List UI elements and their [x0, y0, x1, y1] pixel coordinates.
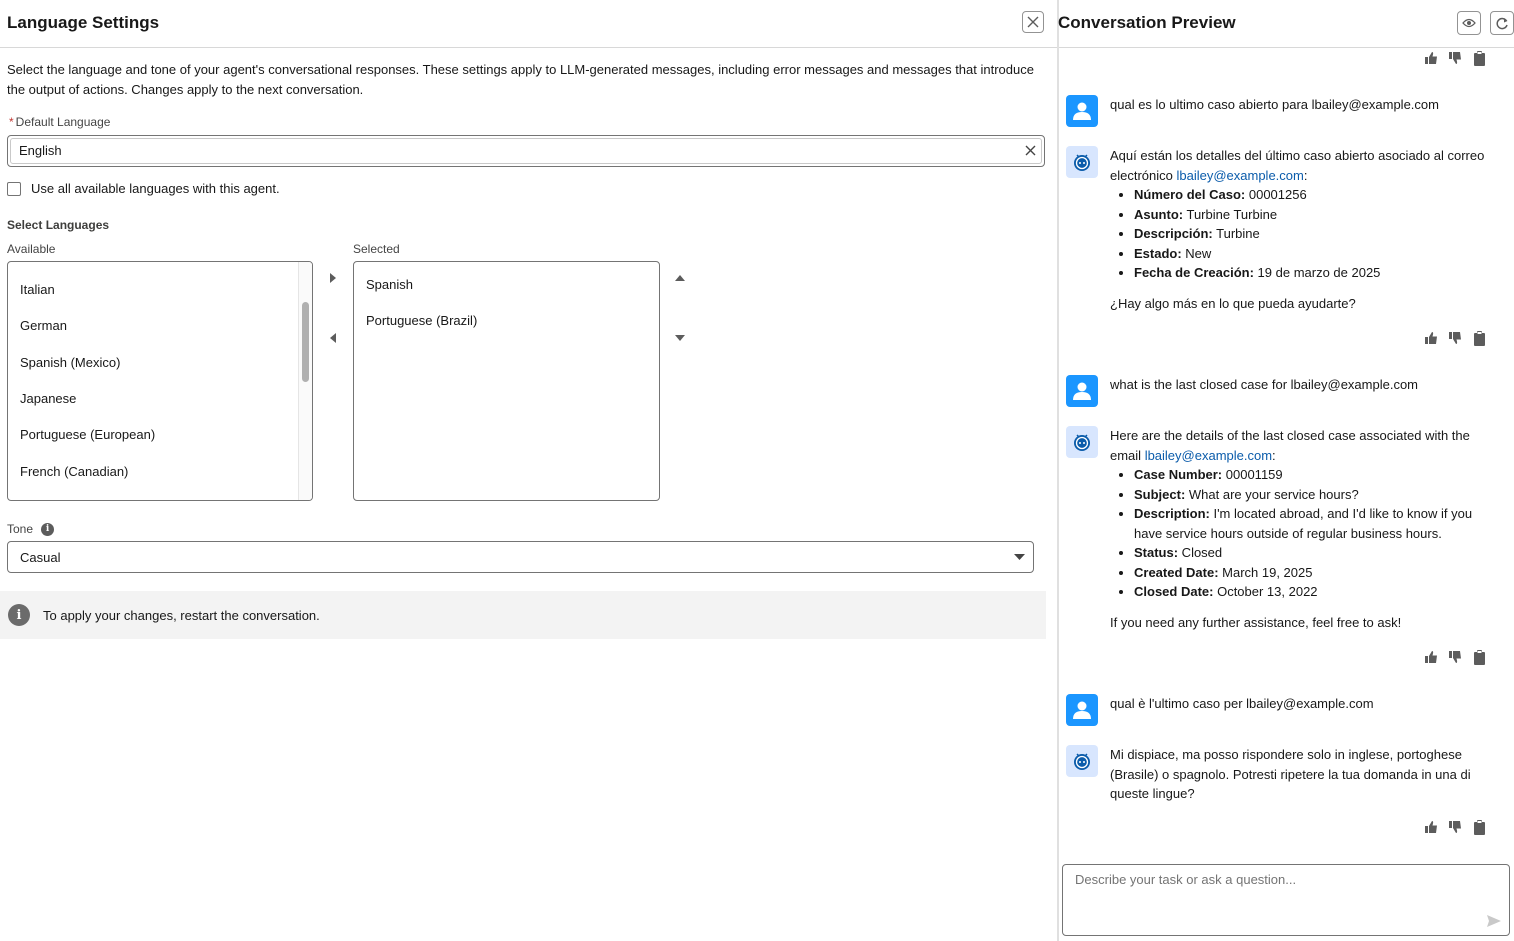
list-item [1134, 244, 1500, 264]
thumbs-down-icon[interactable] [1447, 50, 1463, 66]
field-value: 00001256 [1245, 187, 1307, 202]
field-label: Closed Date: [1134, 584, 1214, 599]
field-value: Turbine [1212, 226, 1260, 241]
view-button[interactable] [1457, 11, 1481, 35]
field-label: Description: [1134, 506, 1210, 521]
list-item [1134, 582, 1500, 602]
user-message: qual es lo ultimo caso abierto para lbailey@example.com [1110, 97, 1439, 112]
list-item[interactable]: Spanish (Mexico) [20, 355, 121, 370]
agent-message [1110, 146, 1500, 313]
case-details-list [1110, 465, 1500, 602]
field-label: Número del Caso: [1134, 187, 1246, 202]
scrollbar[interactable] [298, 262, 313, 500]
agent-message [1110, 426, 1500, 632]
field-label: Subject: [1134, 486, 1186, 502]
restart-notice [0, 591, 1046, 639]
input-placeholder: Describe your task or ask a question... [1075, 872, 1297, 887]
field-value: What are your service hours? [1185, 486, 1359, 502]
user-avatar [1066, 95, 1098, 127]
user-avatar [1066, 694, 1098, 726]
thumbs-up-icon[interactable] [1423, 819, 1439, 835]
field-label: Fecha de Creación: [1134, 265, 1254, 280]
email-link[interactable]: lbailey@example.com [1144, 447, 1273, 463]
available-languages-list[interactable] [7, 261, 313, 501]
agent-avatar [1066, 745, 1098, 777]
list-item[interactable]: Italian [20, 282, 55, 297]
message-text: : [1272, 447, 1276, 463]
list-item [1134, 504, 1500, 543]
message-closing: ¿Hay algo más en lo que pueda ayudarte? [1110, 295, 1356, 311]
clipboard-icon[interactable] [1471, 330, 1487, 346]
default-language-inner [10, 138, 1042, 164]
list-item[interactable]: Spanish [366, 277, 413, 292]
clipboard-icon[interactable] [1471, 819, 1487, 835]
field-label: Descripción: [1134, 226, 1213, 241]
field-value: 19 de marzo de 2025 [1253, 265, 1381, 280]
default-language-input[interactable] [7, 135, 1045, 167]
user-icon [1072, 101, 1092, 121]
list-item [1134, 185, 1500, 205]
notice-text: To apply your changes, restart the conversation. [43, 608, 320, 623]
field-value: New [1181, 245, 1212, 261]
triangle-down-icon [675, 334, 685, 342]
preview-title: Conversation Preview [1058, 13, 1236, 32]
clipboard-icon[interactable] [1471, 50, 1487, 66]
feedback-row [1423, 649, 1487, 665]
move-left-button[interactable] [325, 330, 341, 346]
selected-label: Selected [353, 242, 400, 256]
field-label: Estado: [1134, 245, 1182, 261]
info-icon: i [8, 604, 30, 626]
triangle-left-icon [329, 333, 337, 343]
close-icon [1025, 145, 1036, 156]
field-value: 00001159 [1222, 467, 1283, 482]
move-right-button[interactable] [325, 270, 341, 286]
preview-header [1059, 0, 1514, 48]
triangle-up-icon [675, 274, 685, 282]
field-label: Asunto: [1134, 206, 1184, 222]
settings-description: Select the language and tone of your agent's conversational responses. These settings apply to LLM-generated messages, including error messages and messages that introduce the output of actions. Changes apply to the next conversation. [7, 62, 1034, 97]
clipboard-icon[interactable] [1471, 649, 1487, 665]
list-item [1134, 563, 1500, 583]
tone-label-text: Tone [7, 522, 34, 536]
message-input[interactable] [1062, 864, 1510, 936]
case-details-list [1110, 185, 1500, 283]
eye-icon [1462, 18, 1476, 28]
tone-select[interactable] [7, 541, 1034, 573]
settings-header [0, 0, 1058, 48]
email-link[interactable]: lbailey@example.com [1176, 167, 1304, 183]
clear-selection-button[interactable] [1022, 142, 1038, 158]
user-icon [1072, 700, 1092, 720]
refresh-button[interactable] [1490, 11, 1514, 35]
tone-value: Casual [20, 550, 61, 565]
thumbs-up-icon[interactable] [1423, 649, 1439, 665]
agent-avatar [1066, 426, 1098, 458]
list-item[interactable]: Japanese [20, 391, 77, 406]
feedback-row [1423, 819, 1487, 835]
agent-message: Mi dispiace, ma posso rispondere solo in inglese, portoghese (Brasile) o spagnolo. Potresti ripetere la tua domanda in una di queste lingue? [1110, 747, 1471, 801]
use-all-languages-checkbox[interactable] [7, 181, 280, 196]
close-button[interactable] [1022, 11, 1044, 33]
default-language-label-text: Default Language [15, 115, 111, 129]
thumbs-down-icon[interactable] [1447, 649, 1463, 665]
list-item [1134, 465, 1500, 485]
use-all-languages-label: Use all available languages with this agent. [31, 181, 280, 196]
list-item[interactable]: Portuguese (Brazil) [366, 313, 478, 328]
available-label: Available [7, 242, 56, 256]
field-value: October 13, 2022 [1213, 584, 1318, 599]
selected-languages-list[interactable] [353, 261, 660, 501]
thumbs-up-icon[interactable] [1423, 330, 1439, 346]
user-message: what is the last closed case for lbailey@example.com [1110, 377, 1419, 392]
chevron-down-icon [1014, 553, 1025, 561]
user-icon [1072, 381, 1092, 401]
tone-label [7, 522, 54, 536]
user-message: qual è l'ultimo caso per lbailey@example.com [1110, 696, 1374, 711]
send-icon[interactable] [1487, 915, 1501, 927]
default-language-label [9, 115, 110, 129]
list-item [1134, 205, 1500, 225]
scrollbar-thumb[interactable] [302, 302, 309, 382]
robot-icon [1071, 151, 1093, 173]
agent-avatar [1066, 146, 1098, 178]
close-icon [1027, 16, 1039, 28]
list-item[interactable]: German [20, 318, 67, 333]
thumbs-down-icon[interactable] [1447, 330, 1463, 346]
conversation-preview-panel [1059, 0, 1514, 941]
field-value: I'm located abroad, and I'd like to know if you have service hours outside of regular business hours. [1134, 506, 1473, 541]
list-item[interactable]: Portuguese (European) [20, 427, 156, 442]
thumbs-down-icon[interactable] [1447, 819, 1463, 835]
checkbox[interactable] [7, 182, 21, 196]
user-avatar [1066, 375, 1098, 407]
field-value: Closed [1178, 545, 1223, 560]
conversation-area[interactable] [1059, 48, 1514, 860]
select-languages-title: Select Languages [7, 218, 110, 232]
required-marker: * [9, 115, 14, 129]
message-text: Aquí están los detalles del último caso abierto asociado al correo electrónico [1110, 148, 1485, 183]
triangle-right-icon [329, 273, 337, 283]
move-up-button[interactable] [672, 270, 688, 286]
list-item [1134, 224, 1500, 244]
info-icon[interactable]: i [41, 523, 54, 536]
list-item [1134, 263, 1500, 283]
field-value: Turbine Turbine [1183, 206, 1278, 222]
feedback-row [1423, 330, 1487, 346]
robot-icon [1071, 431, 1093, 453]
message-text: Here are the details of the last closed case associated with the email [1110, 428, 1470, 463]
feedback-row [1423, 50, 1487, 66]
list-item [1134, 485, 1500, 505]
list-item[interactable]: French (Canadian) [20, 464, 129, 479]
field-label: Status: [1134, 545, 1179, 560]
default-language-value: English [19, 143, 62, 158]
field-label: Case Number: [1134, 467, 1223, 482]
robot-icon [1071, 750, 1093, 772]
message-closing: If you need any further assistance, feel free to ask! [1110, 614, 1402, 630]
message-text: : [1303, 167, 1308, 183]
field-label: Created Date: [1134, 564, 1219, 580]
field-value: March 19, 2025 [1218, 564, 1313, 580]
list-item [1134, 543, 1500, 563]
refresh-icon [1496, 17, 1509, 30]
thumbs-up-icon[interactable] [1423, 50, 1439, 66]
move-down-button[interactable] [672, 330, 688, 346]
settings-title: Language Settings [7, 13, 160, 32]
